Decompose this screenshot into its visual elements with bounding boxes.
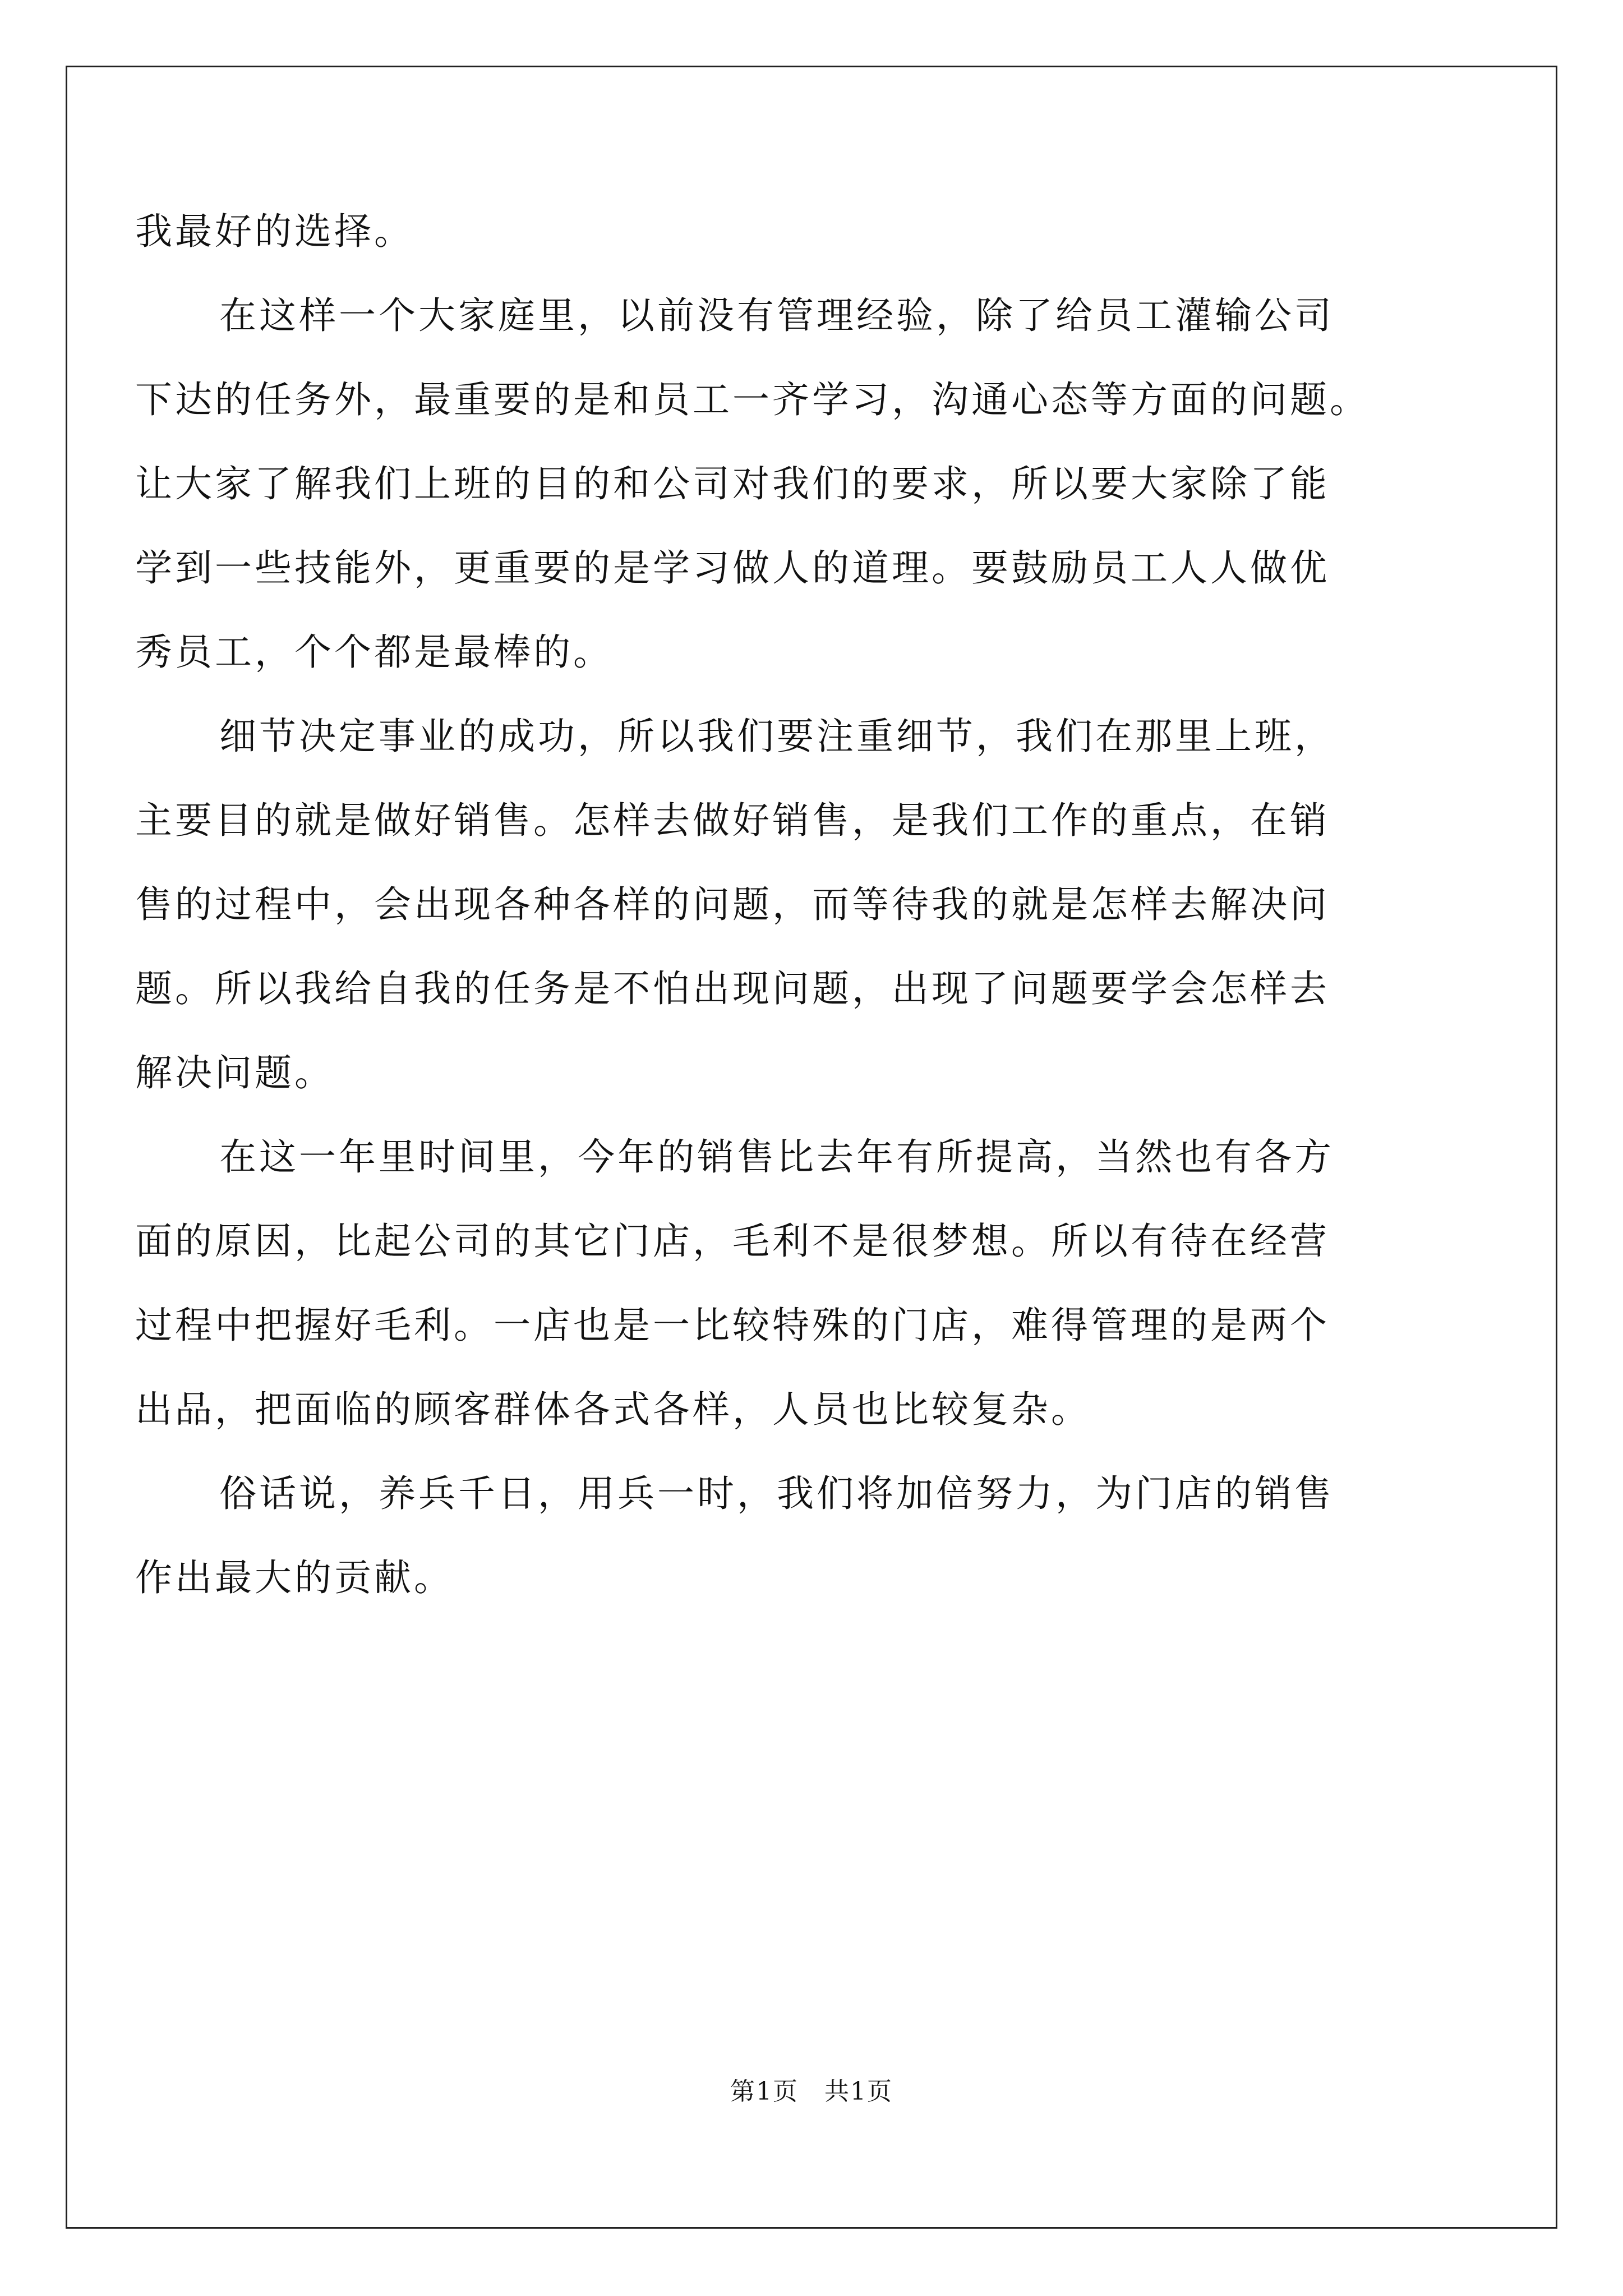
paragraph-1 <box>135 190 1453 274</box>
paragraph-5 <box>135 1452 1453 1620</box>
text-line: 售的过程中，会出现各种各样的问题，而等待我的就是怎样去解决问 <box>135 883 1330 926</box>
paragraph-4 <box>135 1115 1453 1452</box>
text-line: 在这样一个大家庭里，以前没有管理经验，除了给员工灌输公司 <box>219 294 1334 337</box>
text-line: 题。所以我给自我的任务是不怕出现问题，出现了问题要学会怎样去 <box>135 967 1330 1010</box>
text-line: 作出最大的贡献。 <box>135 1556 454 1599</box>
page-number-footer: 第1页 共1页 <box>730 2077 893 2106</box>
text-line: 细节决定事业的成功，所以我们要注重细节，我们在那里上班， <box>219 715 1334 758</box>
text-line: 我最好的选择。 <box>135 210 414 253</box>
text-line: 俗话说，养兵千日，用兵一时，我们将加倍努力，为门店的销售 <box>219 1472 1334 1515</box>
text-line: 在这一年里时间里，今年的销售比去年有所提高，当然也有各方 <box>219 1135 1334 1179</box>
text-line: 面的原因，比起公司的其它门店，毛利不是很梦想。所以有待在经营 <box>135 1220 1330 1263</box>
paragraph-3 <box>135 694 1453 1115</box>
text-line: 主要目的就是做好销售。怎样去做好销售，是我们工作的重点，在销 <box>135 799 1330 842</box>
text-line: 出品，把面临的顾客群体各式各样，人员也比较复杂。 <box>135 1388 1091 1431</box>
text-line: 过程中把握好毛利。一店也是一比较特殊的门店，难得管理的是两个 <box>135 1304 1330 1347</box>
text-line: 学到一些技能外，更重要的是学习做人的道理。要鼓励员工人人做优 <box>135 546 1330 590</box>
text-line: 秀员工，个个都是最棒的。 <box>135 631 613 674</box>
text-line: 让大家了解我们上班的目的和公司对我们的要求，所以要大家除了能 <box>135 462 1330 505</box>
text-line: 解决问题。 <box>135 1051 334 1094</box>
document-body <box>135 190 1453 1620</box>
paragraph-2 <box>135 274 1453 694</box>
text-line: 下达的任务外，最重要的是和员工一齐学习，沟通心态等方面的问题。 <box>135 378 1370 421</box>
